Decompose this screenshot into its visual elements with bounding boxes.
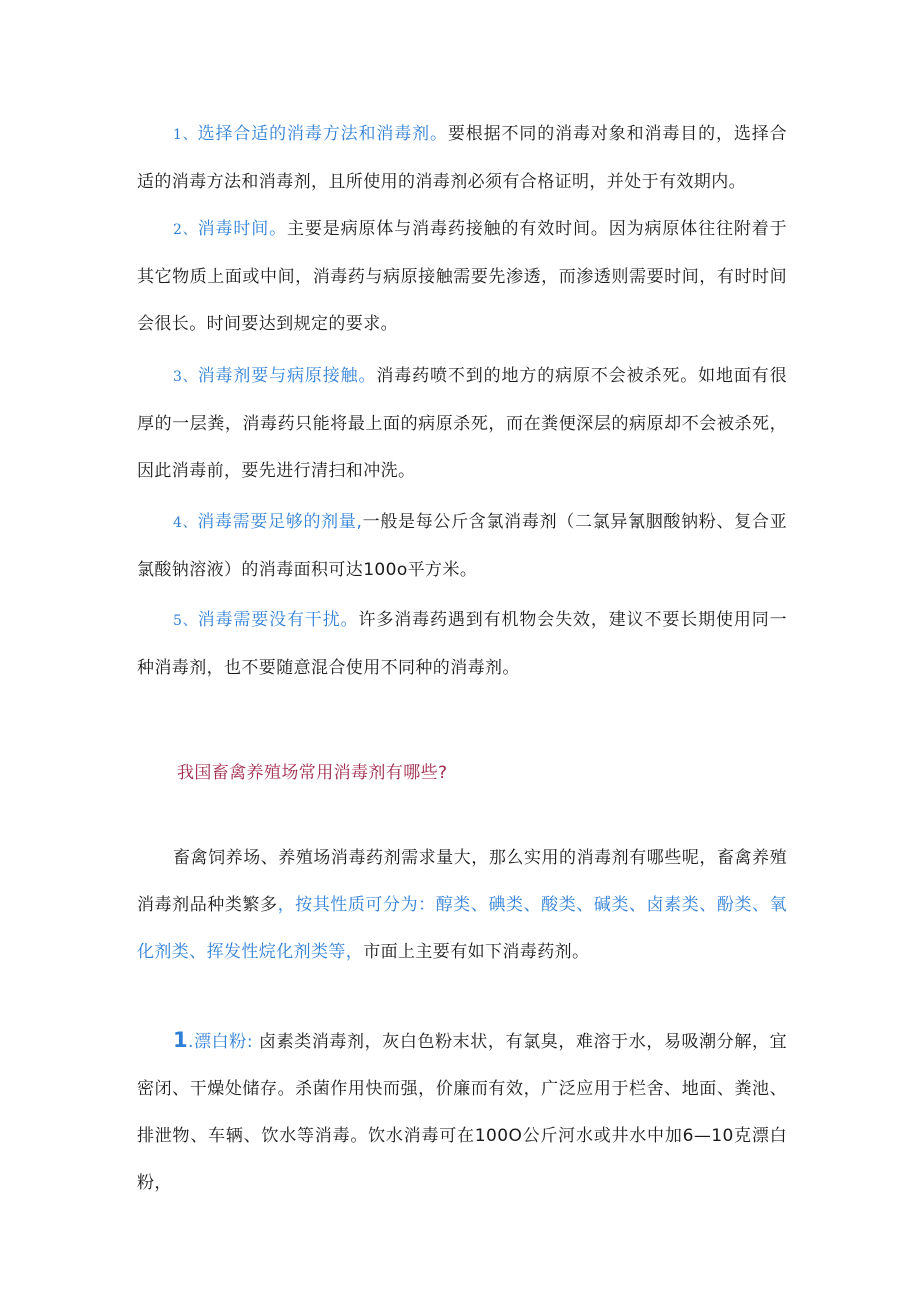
intro-paragraph bbox=[137, 835, 787, 976]
section-heading: 我国畜禽养殖场常用消毒剂有哪些? bbox=[177, 763, 448, 783]
item-5-title: 消毒需要没有干扰。 bbox=[197, 610, 359, 630]
item-1-title: 选择合适的消毒方法和消毒剂。 bbox=[197, 124, 448, 144]
item-4-number: 4、 bbox=[173, 515, 198, 531]
item-4-body: 一般是每公斤含氯消毒剂（二氯异氰胭酸钠粉、复合亚氯酸钠溶液）的消毒面积可达100o平方米。 bbox=[137, 512, 787, 580]
item-5-number: 5、 bbox=[173, 613, 198, 629]
item-3-body: 消毒药喷不到的地方的病原不会被杀死。如地面有很厚的一层粪，消毒药只能将最上面的病原杀死，而在粪便深层的病原却不会被杀死，因此消毒前，要先进行清扫和冲洗。 bbox=[137, 366, 787, 481]
item-3-title: 消毒剂要与病原接触。 bbox=[197, 366, 377, 386]
item-5 bbox=[137, 597, 787, 692]
item-3 bbox=[137, 353, 787, 495]
agent-1-body: 卤素类消毒剂，灰白色粉末状，有氯臭，难溶于水，易吸潮分解，宜密闭、干燥处储存。杀菌作用快而强，价廉而有效，广泛应用于栏舍、地面、粪池、排泄物、车辆、饮水等消毒。饮水消毒可在100O公斤河水或井水中加6—10克漂白粉， bbox=[137, 1032, 787, 1193]
intro-part-2: ，按其性质可分为：醇类、碘类、酸类、碱类、卤素类、酚类、氧化剂类、挥发性烷化剂类等， bbox=[137, 895, 787, 962]
item-2 bbox=[137, 206, 787, 348]
intro-part-3: 市面上主要有如下消毒药剂。 bbox=[363, 942, 590, 962]
item-2-body: 主要是病原体与消毒药接触的有效时间。因为病原体往往附着于其它物质上面或中间，消毒药与病原接触需要先渗透，而渗透则需要时间，有时时间会很长。时间要达到规定的要求。 bbox=[137, 219, 787, 334]
item-4-title: 消毒需要足够的剂量, bbox=[197, 512, 363, 532]
item-1 bbox=[137, 111, 787, 206]
item-1-body: 要根据不同的消毒对象和消毒目的，选择合适的消毒方法和消毒剂，且所使用的消毒剂必须有合格证明，并处于有效期内。 bbox=[137, 124, 787, 192]
agent-1-number: 1 bbox=[173, 1028, 189, 1052]
item-2-title: 消毒时间。 bbox=[197, 219, 288, 239]
intro-part-1: 畜禽饲养场、养殖场消毒药剂需求量大，那么实用的消毒剂有哪些呢，畜禽养殖消毒剂品种类繁多 bbox=[137, 848, 787, 915]
item-5-body: 许多消毒药遇到有机物会失效，建议不要长期使用同一种消毒剂，也不要随意混合使用不同种的消毒剂。 bbox=[137, 610, 787, 678]
item-2-number: 2、 bbox=[173, 222, 198, 238]
item-3-number: 3、 bbox=[173, 369, 198, 385]
item-4 bbox=[137, 499, 787, 594]
agent-1-name: .漂白粉: bbox=[188, 1032, 253, 1052]
item-1-number: 1、 bbox=[173, 127, 198, 143]
agent-1-paragraph bbox=[137, 1017, 787, 1207]
